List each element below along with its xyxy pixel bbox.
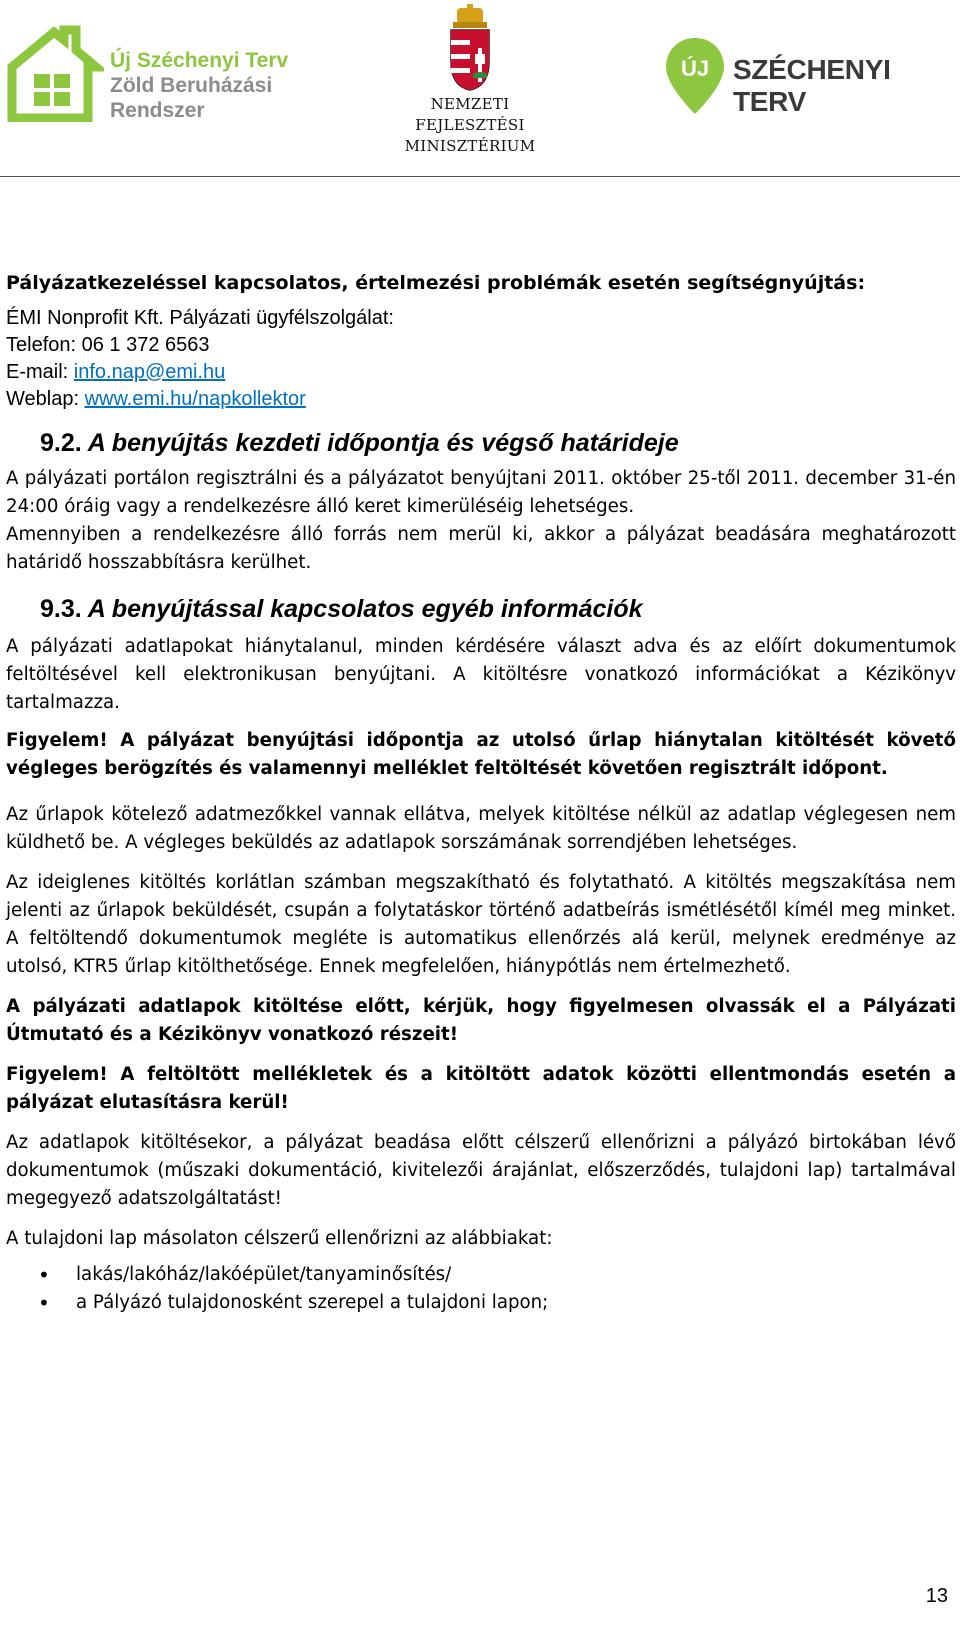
ministry-line-2: MINISZTÉRIUM [404,137,536,155]
logo-szechenyi-terv: SZÉCHENYI TERV [733,54,891,117]
paragraph-bold: Figyelem! A pályázat benyújtási időpontja az utolsó űrlap hiánytalan kitöltését követő végleges berögzítés és valamennyi melléklet feltöltését követően regisztrált időpont. [6,730,956,779]
logo-zold-beruhazasi [110,48,288,123]
paragraph-bold: Figyelem! A feltöltött mellékletek és a kitöltött adatok közötti ellentmondás esetén a pályázat elutasításra kerül! [6,1064,956,1113]
paragraph: Az ideiglenes kitöltés korlátlan számban megszakítható és folytatható. A kitöltés megszakítása nem jelenti az űrlapok beküldését, csupán a folytatáskor történő adatbeírás ismétlésétől kímél meg minket. A feltöltendő dokumentumok megléte is automatikus ellenőrzés alá kerül, melynek eredménye az utolsó, KTR5 űrlap kitölthetősége. Ennek megfelelően, hiánypótlás nem értelmezhető. [6,872,956,977]
paragraph: A pályázati adatlapokat hiánytalanul, minden kérdésére választ adva és az előírt dokumentumok feltöltésével kell elektronikusan benyújtani. A kitöltésre vonatkozó információkat a Kézikönyv tartalmazza. [6,636,956,713]
logo-line-1: Új Széchenyi Terv [110,49,289,72]
list-item: • lakás/lakóház/lakóépület/tanyaminősítés/ [76,1261,956,1289]
logo-badge-text: ÚJ [680,56,710,81]
logo-line-3: Rendszer [110,99,205,122]
page-number: 13 [925,1585,948,1607]
paragraph: Az űrlapok kötelező adatmezőkkel vannak ellátva, melyek kitöltése nélkül az adatlap véglegesen nem küldhető be. A végleges beküldés az adatlapok sorszámának sorrendjében lehetséges. [6,804,956,853]
email-label: E-mail: [6,361,74,383]
section-title: A benyújtás kezdeti időpontja és végső határideje [87,429,679,457]
logo-ministry [380,94,560,157]
contact-block [6,305,956,413]
contact-email-row [6,359,956,386]
paragraph-bold: A pályázati adatlapok kitöltése előtt, kérjük, hogy figyelmesen olvassák el a Pályázati Útmutató és a Kézikönyv vonatkozó részeit! [6,996,956,1045]
page-header [0,0,960,155]
paragraph: A tulajdoni lap másolaton célszerű ellenőrizni az alábbiakat: [6,1228,553,1249]
contact-org: ÉMI Nonprofit Kft. Pályázati ügyfélszolgálat: [6,307,394,329]
paragraph: Amennyiben a rendelkezésre álló forrás nem merül ki, akkor a pályázat beadására meghatározott határidő hosszabbításra kerülhet. [6,524,956,573]
ministry-line-1: NEMZETI FEJLESZTÉSI [415,95,525,134]
section-9-2-heading [40,427,956,459]
section-9-3-heading [40,593,956,625]
contact-title: Pályázatkezeléssel kapcsolatos, értelmezési problémák esetén segítségnyújtás: [6,272,866,294]
email-link[interactable]: info.nap@emi.hu [73,361,226,383]
coat-of-arms-icon [445,4,495,92]
paragraph: Az adatlapok kitöltésekor, a pályázat beadása előtt célszerű ellenőrizni a pályázó birtokában lévő dokumentumok (műszaki dokumentáció, kivitelezői árajánlat, előszerződés, tulajdoni lap) tartalmával megegyező adatszolgáltatást! [6,1132,956,1209]
ownership-checklist [6,1261,956,1317]
logo-line-2: Zöld Beruházási [110,74,273,97]
header-divider [0,176,960,177]
contact-web-row [6,386,956,413]
list-item: • a Pályázó tulajdonosként szerepel a tulajdoni lapon; [76,1289,956,1317]
web-label: Weblap: [6,388,85,410]
section-title: A benyújtással kapcsolatos egyéb információk [87,595,643,623]
section-number: 9.2. [40,429,82,457]
section-number: 9.3. [40,595,82,623]
web-link[interactable]: www.emi.hu/napkollektor [84,388,306,410]
paragraph: A pályázati portálon regisztrálni és a pályázatot benyújtani 2011. október 25-től 2011. december 31-én 24:00 óráig vagy a rendelkezésre álló keret kimerüléséig lehetséges. [6,468,956,517]
document-body [6,270,956,1317]
contact-phone: Telefon: 06 1 372 6563 [6,334,210,356]
green-house-icon [4,22,104,122]
map-pin-icon [664,36,726,116]
